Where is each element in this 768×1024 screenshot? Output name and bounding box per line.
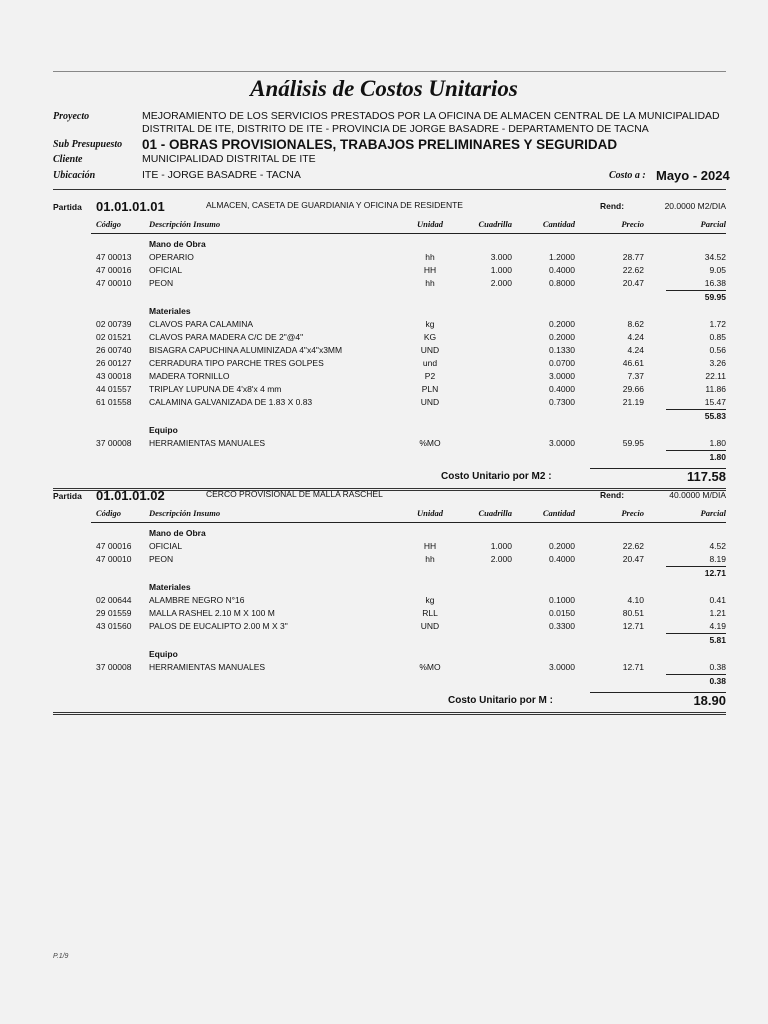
- column-header-row: [0, 219, 768, 232]
- table-row: [0, 541, 768, 554]
- ubicacion-label: Ubicación: [53, 170, 96, 181]
- col-header-parcial: Parcial: [700, 219, 726, 229]
- cell-par: 4.19: [709, 621, 726, 631]
- col-header-descripcion: Descripción Insumo: [149, 508, 221, 518]
- cell-und: HH: [423, 265, 437, 275]
- cell-cod: 47 00016: [96, 541, 132, 551]
- cell-can: 0.8000: [549, 278, 575, 288]
- cell-par: 0.38: [709, 662, 726, 672]
- cell-can: 0.4000: [549, 265, 575, 275]
- partida-label: Partida: [53, 202, 82, 212]
- table-row: [0, 608, 768, 621]
- cell-cod: 29 01559: [96, 608, 132, 618]
- cell-can: 0.1330: [549, 345, 575, 355]
- cell-pre: 59.95: [622, 438, 644, 448]
- cell-und: P2: [424, 371, 436, 381]
- cell-cod: 02 00644: [96, 595, 132, 605]
- cell-und: HH: [423, 541, 437, 551]
- table-row: [0, 265, 768, 278]
- cell-par: 8.19: [709, 554, 726, 564]
- cell-cod: 61 01558: [96, 397, 132, 407]
- table-row: [0, 595, 768, 608]
- partida-code: 01.01.01.01: [96, 199, 165, 214]
- table-row: [0, 332, 768, 345]
- cell-can: 0.0150: [549, 608, 575, 618]
- cell-can: 0.3300: [549, 621, 575, 631]
- cell-und: RLL: [422, 608, 438, 618]
- cell-desc: TRIPLAY LUPUNA DE 4'x8'x 4 mm: [149, 384, 282, 394]
- cell-par: 9.05: [709, 265, 726, 275]
- partida-description: ALMACEN, CASETA DE GUARDIANIA Y OFICINA DE RESIDENTE: [206, 200, 463, 210]
- rend-value: 20.0000 M2/DIA: [664, 201, 726, 211]
- cell-desc: OPERARIO: [149, 252, 194, 262]
- group-subtotal: 55.83: [704, 411, 726, 421]
- cell-und: KG: [423, 332, 437, 342]
- cell-cod: 02 00739: [96, 319, 132, 329]
- unit-cost-label: Costo Unitario por M2 :: [441, 471, 552, 482]
- group-subtotal: 12.71: [704, 568, 726, 578]
- cell-cod: 47 00010: [96, 278, 132, 288]
- table-row: [0, 319, 768, 332]
- subpresupuesto-label: Sub Presupuesto: [53, 139, 123, 150]
- top-rule: [53, 71, 726, 72]
- cell-und: hh: [425, 554, 435, 564]
- cell-cod: 47 00010: [96, 554, 132, 564]
- cell-cua: 2.000: [490, 278, 512, 288]
- cell-cod: 37 00008: [96, 662, 132, 672]
- cell-can: 0.1000: [549, 595, 575, 605]
- cell-par: 22.11: [705, 371, 726, 381]
- cell-pre: 29.66: [622, 384, 644, 394]
- costo-a-value: Mayo - 2024: [656, 168, 730, 183]
- group-heading-row: [0, 425, 768, 438]
- cell-can: 3.0000: [549, 371, 575, 381]
- subtotal-rule: [666, 674, 726, 675]
- cell-par: 1.80: [709, 438, 726, 448]
- cell-cua: 1.000: [490, 541, 512, 551]
- cell-cod: 43 01560: [96, 621, 132, 631]
- cell-und: UND: [420, 345, 440, 355]
- cell-und: kg: [425, 595, 435, 605]
- column-header-row: [0, 508, 768, 521]
- group-heading-row: [0, 582, 768, 595]
- group-heading: Equipo: [149, 649, 178, 659]
- col-header-precio: Precio: [621, 219, 644, 229]
- table-row: [0, 554, 768, 567]
- cell-desc: CERRADURA TIPO PARCHE TRES GOLPES: [149, 358, 324, 368]
- cell-pre: 8.62: [627, 319, 644, 329]
- cell-pre: 12.71: [622, 662, 644, 672]
- cell-und: kg: [425, 319, 435, 329]
- cell-par: 4.52: [709, 541, 726, 551]
- cell-cod: 26 00127: [96, 358, 132, 368]
- cell-par: 16.38: [704, 278, 726, 288]
- proyecto-line1: MEJORAMIENTO DE LOS SERVICIOS PRESTADOS POR LA OFICINA DE ALMACEN CENTRAL DE LA MUNICIPALIDAD: [142, 110, 720, 122]
- unit-cost-value: 117.58: [686, 469, 726, 484]
- cell-desc: PEON: [149, 554, 174, 564]
- column-header-rule: [91, 522, 726, 523]
- cell-und: und: [422, 358, 438, 368]
- group-heading-row: [0, 306, 768, 319]
- table-row: [0, 371, 768, 384]
- subpresupuesto-value: 01 - OBRAS PROVISIONALES, TRABAJOS PRELIMINARES Y SEGURIDAD: [142, 137, 618, 152]
- cell-par: 1.72: [709, 319, 726, 329]
- cell-pre: 4.10: [627, 595, 644, 605]
- group-subtotal: 59.95: [704, 292, 726, 302]
- cell-pre: 20.47: [622, 554, 644, 564]
- cell-desc: HERRAMIENTAS MANUALES: [149, 662, 266, 672]
- subtotal-rule: [666, 409, 726, 410]
- col-header-cuadrilla: Cuadrilla: [478, 219, 512, 229]
- cell-par: 11.86: [705, 384, 726, 394]
- cell-desc: CLAVOS PARA MADERA C/C DE 2"@4": [149, 332, 304, 342]
- cell-desc: MALLA RASHEL 2.10 M X 100 M: [149, 608, 275, 618]
- col-header-precio: Precio: [621, 508, 644, 518]
- cell-cua: 1.000: [490, 265, 512, 275]
- subtotal-rule: [666, 290, 726, 291]
- page-number: P.1/9: [53, 953, 69, 960]
- rend-value: 40.0000 M/DIA: [669, 490, 726, 500]
- group-subtotal: 1.80: [709, 452, 726, 462]
- cell-cod: 02 01521: [96, 332, 132, 342]
- cell-desc: PEON: [149, 278, 174, 288]
- cell-pre: 21.19: [622, 397, 644, 407]
- cell-desc: CLAVOS PARA CALAMINA: [149, 319, 254, 329]
- cell-can: 0.2000: [549, 541, 575, 551]
- cell-can: 0.2000: [549, 319, 575, 329]
- group-heading: Mano de Obra: [149, 239, 206, 249]
- cell-can: 0.4000: [549, 554, 575, 564]
- cell-pre: 20.47: [622, 278, 644, 288]
- cell-cod: 44 01557: [96, 384, 132, 394]
- table-row: [0, 252, 768, 265]
- cell-desc: PALOS DE EUCALIPTO 2.00 M X 3": [149, 621, 288, 631]
- col-header-unidad: Unidad: [417, 508, 443, 518]
- table-row: [0, 345, 768, 358]
- costo-a-label: Costo a :: [609, 170, 646, 181]
- cell-pre: 12.71: [622, 621, 644, 631]
- cell-desc: HERRAMIENTAS MANUALES: [149, 438, 266, 448]
- col-header-cuadrilla: Cuadrilla: [478, 508, 512, 518]
- col-header-codigo: Código: [96, 508, 122, 518]
- header-rule: [53, 189, 726, 190]
- rend-label: Rend:: [600, 201, 625, 211]
- cell-und: %MO: [419, 662, 441, 672]
- cell-pre: 7.37: [627, 371, 644, 381]
- col-header-parcial: Parcial: [700, 508, 726, 518]
- col-header-cantidad: Cantidad: [542, 508, 575, 518]
- cell-cod: 43 00018: [96, 371, 132, 381]
- cell-pre: 46.61: [622, 358, 644, 368]
- cell-cua: 3.000: [490, 252, 512, 262]
- col-header-descripcion: Descripción Insumo: [149, 219, 221, 229]
- cell-cod: 47 00013: [96, 252, 132, 262]
- group-heading: Materiales: [149, 582, 191, 592]
- cell-par: 0.56: [709, 345, 726, 355]
- cell-can: 0.4000: [549, 384, 575, 394]
- cliente-value: MUNICIPALIDAD DISTRITAL DE ITE: [142, 153, 316, 165]
- unit-cost-label: Costo Unitario por M :: [448, 695, 553, 706]
- cell-par: 0.41: [709, 595, 726, 605]
- unit-cost-value: 18.90: [693, 693, 726, 708]
- cell-desc: ALAMBRE NEGRO N°16: [149, 595, 245, 605]
- partida-description: CERCO PROVISIONAL DE MALLA RASCHEL: [206, 489, 383, 499]
- table-row: [0, 621, 768, 634]
- cell-und: hh: [425, 278, 435, 288]
- cell-und: UND: [420, 621, 440, 631]
- cell-par: 0.85: [709, 332, 726, 342]
- group-heading: Mano de Obra: [149, 528, 206, 538]
- ubicacion-value: ITE - JORGE BASADRE - TACNA: [142, 169, 301, 181]
- page-title: Análisis de Costos Unitarios: [250, 76, 518, 101]
- partida-label: Partida: [53, 491, 82, 501]
- cell-par: 1.21: [709, 608, 726, 618]
- cell-can: 3.0000: [549, 662, 575, 672]
- table-row: [0, 397, 768, 410]
- subtotal-rule: [666, 450, 726, 451]
- table-row: [0, 278, 768, 291]
- proyecto-line2: DISTRITAL DE ITE, DISTRITO DE ITE - PROVINCIA DE JORGE BASADRE - DEPARTAMENTO DE TACNA: [142, 123, 649, 135]
- cell-par: 34.52: [704, 252, 726, 262]
- cell-can: 0.2000: [549, 332, 575, 342]
- cell-cod: 26 00740: [96, 345, 132, 355]
- group-heading: Equipo: [149, 425, 178, 435]
- subtotal-rule: [666, 633, 726, 634]
- cell-can: 0.0700: [549, 358, 575, 368]
- cell-pre: 22.62: [622, 541, 644, 551]
- group-heading-row: [0, 528, 768, 541]
- cell-desc: MADERA TORNILLO: [149, 371, 230, 381]
- table-row: [0, 662, 768, 675]
- cell-und: %MO: [419, 438, 441, 448]
- col-header-unidad: Unidad: [417, 219, 443, 229]
- cell-par: 15.47: [704, 397, 726, 407]
- partida-code: 01.01.01.02: [96, 488, 165, 503]
- column-header-rule: [91, 233, 726, 234]
- cell-can: 3.0000: [549, 438, 575, 448]
- table-row: [0, 358, 768, 371]
- cell-pre: 4.24: [627, 345, 644, 355]
- col-header-codigo: Código: [96, 219, 122, 229]
- cell-desc: CALAMINA GALVANIZADA DE 1.83 X 0.83: [149, 397, 313, 407]
- group-subtotal: 0.38: [709, 676, 726, 686]
- cliente-label: Cliente: [53, 154, 83, 165]
- cell-pre: 80.51: [622, 608, 644, 618]
- cell-can: 0.7300: [549, 397, 575, 407]
- cell-cua: 2.000: [490, 554, 512, 564]
- proyecto-label: Proyecto: [53, 111, 90, 122]
- cell-par: 3.26: [709, 358, 726, 368]
- table-row: [0, 438, 768, 451]
- cell-cod: 37 00008: [96, 438, 132, 448]
- group-heading-row: [0, 649, 768, 662]
- cell-can: 1.2000: [549, 252, 575, 262]
- cell-cod: 47 00016: [96, 265, 132, 275]
- cell-desc: OFICIAL: [149, 541, 183, 551]
- subtotal-rule: [666, 566, 726, 567]
- cell-pre: 4.24: [627, 332, 644, 342]
- group-subtotal: 5.81: [709, 635, 726, 645]
- group-heading-row: [0, 239, 768, 252]
- cell-pre: 22.62: [622, 265, 644, 275]
- cell-und: UND: [420, 397, 440, 407]
- col-header-cantidad: Cantidad: [542, 219, 575, 229]
- cell-und: hh: [425, 252, 435, 262]
- cell-und: PLN: [421, 384, 439, 394]
- cell-desc: BISAGRA CAPUCHINA ALUMINIZADA 4"x4"x3MM: [149, 345, 343, 355]
- cell-desc: OFICIAL: [149, 265, 183, 275]
- group-heading: Materiales: [149, 306, 191, 316]
- cell-pre: 28.77: [622, 252, 644, 262]
- rend-label: Rend:: [600, 490, 625, 500]
- section-double-rule: [53, 712, 726, 715]
- table-row: [0, 384, 768, 397]
